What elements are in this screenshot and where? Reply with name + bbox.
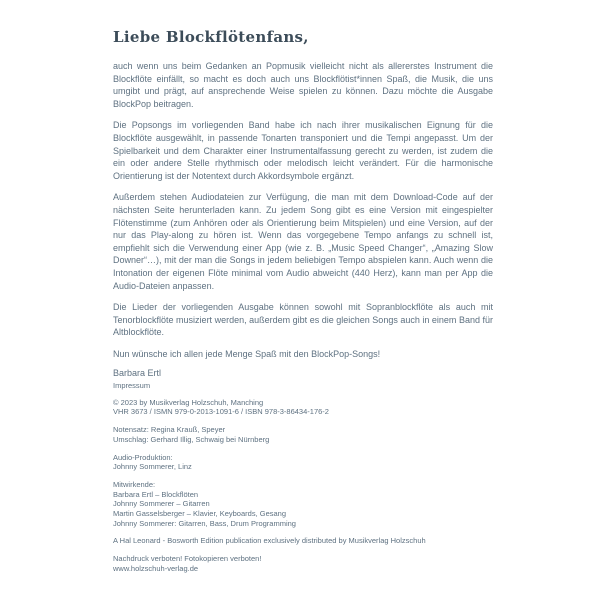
impressum-legal-group [113,554,493,573]
closing-line: Nun wünsche ich allen jede Menge Spaß mit den BlockPop-Songs! [113,348,381,359]
copyright-line: © 2023 by Musikverlag Holzschuh, Manching [113,397,264,407]
distribution-line: A Hal Leonard - Bosworth Edition publication exclusively distributed by Musikverlag Holzschuh [113,536,426,546]
audio-production-name: Johnny Sommerer, Linz [113,462,192,472]
author-signature: Barbara Ertl [113,368,162,379]
impressum-section [113,381,493,582]
impressum-copyright-group [113,398,493,417]
catalog-codes-line: VHR 3673 / ISMN 979-0-2013-1091-6 / ISBN 978-3-86434-176-2 [113,407,329,417]
preface-paragraph-2: Die Popsongs im vorliegenden Band habe ich nach ihrer musikalischen Eignung für die Blockflöte ausgewählt, in passende Tonarten transponiert und die Tempi angepasst. Um der Spielbarkeit und dem Charakter einer Instrumentalfassung gerecht zu werden, ist zudem die ein oder andere Stelle rhythmisch oder melodisch leicht verändert. Für die harmonische Orientierung ist der Notentext durch Akkordsymbole ergänzt. [113,120,493,181]
page-title: Liebe Blockflötenfans, [113,28,309,46]
contributor-3: Martin Gasselsberger – Klavier, Keyboards, Gesang [113,509,287,519]
impressum-credits-group [113,425,493,444]
audio-production-label: Audio-Produktion: [113,452,173,462]
impressum-distribution-group [113,536,493,546]
notensatz-line: Notensatz: Regina Krauß, Speyer [113,425,226,435]
contributor-1: Barbara Ertl – Blockflöten [113,489,199,499]
umschlag-line: Umschlag: Gerhard Illig, Schwaig bei Nürnberg [113,434,270,444]
impressum-title: Impressum [113,381,151,390]
impressum-audio-group [113,453,493,472]
preface-paragraph-1: auch wenn uns beim Gedanken an Popmusik vielleicht nicht als allererstes Instrument die Blockflöte einfällt, so macht es doch auch uns Blockflötist*innen Spaß, die Musik, die uns umgibt und prägt, auf ansprechende Weise spielen zu können. Dazu möchte die Ausgabe BlockPop beitragen. [113,61,493,109]
publisher-website: www.holzschuh-verlag.de [113,563,199,573]
contributor-2: Johnny Sommerer – Gitarren [113,499,210,509]
contributor-4: Johnny Sommerer: Gitarren, Bass, Drum Programming [113,518,296,528]
legal-notice-line: Nachdruck verboten! Fotokopieren verboten! [113,554,262,564]
preface-paragraph-4: Die Lieder der vorliegenden Ausgabe können sowohl mit Sopranblockflöte als auch mit Tenorblockflöte musiziert werden, außerdem gibt es die gleichen Songs auch in einem Band für Altblockflöte. [113,302,493,338]
impressum-contributors-group [113,480,493,529]
preface-text-block [113,28,493,380]
contributors-label: Mitwirkende: [113,479,156,489]
preface-paragraph-3: Außerdem stehen Audiodateien zur Verfügung, die man mit dem Download-Code auf der nächsten Seite herunterladen kann. Zu jedem Song gibt es eine Version mit eingespielter Flötenstimme (zum Anhören oder als Orientierung beim Mitspielen) und eine Version, auf der nur das Play-along zu hören ist. Wenn das vorgegebene Tempo anfangs zu schnell ist, empfiehlt sich die Verwendung einer App (wie z. B. „Music Speed Changer“, „Amazing Slow Downer“…), mit der man die Songs in jedem beliebigen Tempo abspielen kann. Auch wenn die Intonation der eigenen Flöte minimal vom Audio abweicht (440 Herz), kann man per App die Audio-Dateien anpassen. [113,192,493,291]
